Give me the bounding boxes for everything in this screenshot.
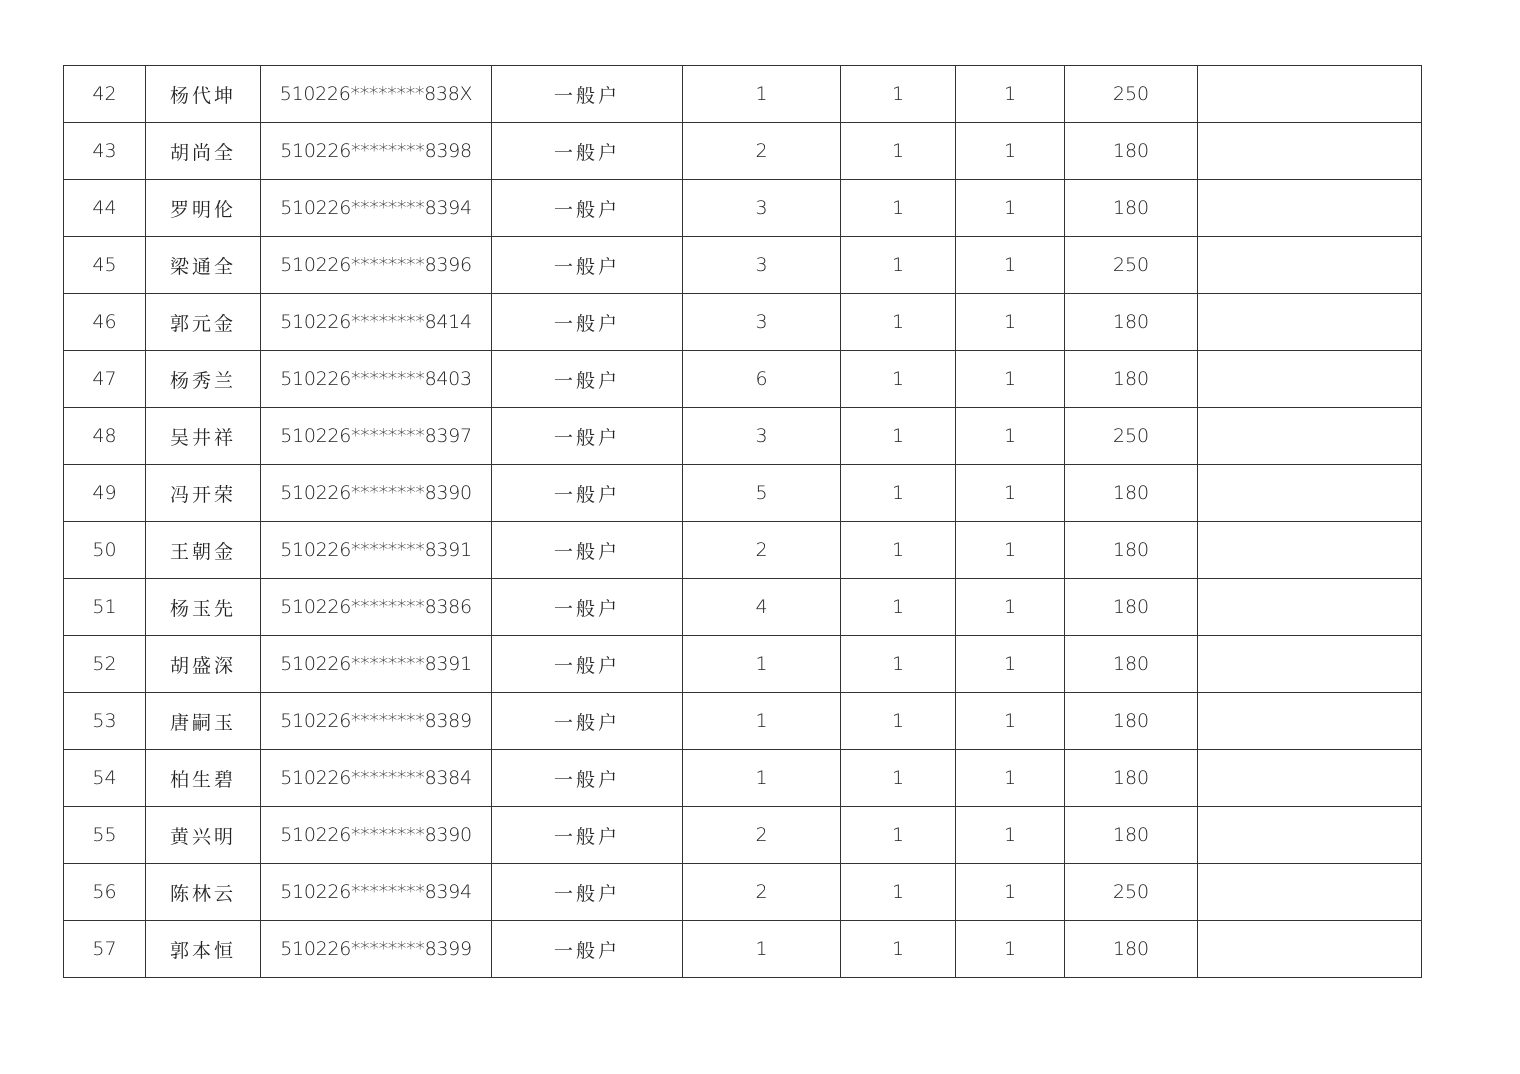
table-row: [64, 351, 1422, 408]
count-column-3: 1: [956, 237, 1065, 294]
household-head-name: 王朝金: [146, 522, 261, 579]
count-column-2: 1: [841, 294, 956, 351]
amount: 180: [1065, 579, 1198, 636]
remarks: [1198, 579, 1422, 636]
row-number: 55: [64, 807, 146, 864]
household-head-name: 胡盛深: [146, 636, 261, 693]
count-column-1: 1: [683, 921, 841, 978]
row-number: 54: [64, 750, 146, 807]
remarks: [1198, 123, 1422, 180]
id-number: 510226********8390: [261, 807, 492, 864]
count-column-2: 1: [841, 522, 956, 579]
remarks: [1198, 636, 1422, 693]
household-type: 一般户: [492, 864, 683, 921]
table-row: [64, 921, 1422, 978]
row-number: 45: [64, 237, 146, 294]
count-column-3: 1: [956, 921, 1065, 978]
remarks: [1198, 180, 1422, 237]
household-type: 一般户: [492, 636, 683, 693]
row-number: 57: [64, 921, 146, 978]
household-head-name: 陈林云: [146, 864, 261, 921]
household-head-name: 杨玉先: [146, 579, 261, 636]
count-column-2: 1: [841, 864, 956, 921]
count-column-1: 1: [683, 636, 841, 693]
amount: 180: [1065, 522, 1198, 579]
household-type: 一般户: [492, 465, 683, 522]
id-number: 510226********8391: [261, 522, 492, 579]
count-column-2: 1: [841, 636, 956, 693]
id-number: 510226********838X: [261, 66, 492, 123]
count-column-3: 1: [956, 807, 1065, 864]
amount: 180: [1065, 465, 1198, 522]
count-column-1: 6: [683, 351, 841, 408]
row-number: 43: [64, 123, 146, 180]
id-number: 510226********8384: [261, 750, 492, 807]
id-number: 510226********8399: [261, 921, 492, 978]
household-type: 一般户: [492, 807, 683, 864]
household-head-name: 唐嗣玉: [146, 693, 261, 750]
count-column-3: 1: [956, 636, 1065, 693]
table-row: [64, 693, 1422, 750]
household-head-name: 罗明伦: [146, 180, 261, 237]
remarks: [1198, 921, 1422, 978]
household-type: 一般户: [492, 180, 683, 237]
count-column-3: 1: [956, 123, 1065, 180]
amount: 180: [1065, 294, 1198, 351]
id-number: 510226********8394: [261, 864, 492, 921]
count-column-2: 1: [841, 180, 956, 237]
household-table: [63, 65, 1422, 978]
amount: 250: [1065, 66, 1198, 123]
household-type: 一般户: [492, 123, 683, 180]
household-type: 一般户: [492, 579, 683, 636]
remarks: [1198, 465, 1422, 522]
table-row: [64, 636, 1422, 693]
remarks: [1198, 351, 1422, 408]
amount: 250: [1065, 237, 1198, 294]
count-column-1: 3: [683, 237, 841, 294]
household-head-name: 柏生碧: [146, 750, 261, 807]
count-column-1: 3: [683, 180, 841, 237]
remarks: [1198, 408, 1422, 465]
remarks: [1198, 294, 1422, 351]
id-number: 510226********8414: [261, 294, 492, 351]
count-column-3: 1: [956, 294, 1065, 351]
remarks: [1198, 807, 1422, 864]
household-head-name: 冯开荣: [146, 465, 261, 522]
table-row: [64, 66, 1422, 123]
amount: 180: [1065, 693, 1198, 750]
count-column-1: 1: [683, 66, 841, 123]
row-number: 53: [64, 693, 146, 750]
count-column-1: 1: [683, 750, 841, 807]
count-column-2: 1: [841, 465, 956, 522]
household-head-name: 吴井祥: [146, 408, 261, 465]
amount: 180: [1065, 750, 1198, 807]
count-column-1: 3: [683, 408, 841, 465]
count-column-2: 1: [841, 408, 956, 465]
table-row: [64, 408, 1422, 465]
row-number: 56: [64, 864, 146, 921]
id-number: 510226********8394: [261, 180, 492, 237]
count-column-3: 1: [956, 465, 1065, 522]
household-head-name: 黄兴明: [146, 807, 261, 864]
household-head-name: 杨秀兰: [146, 351, 261, 408]
row-number: 49: [64, 465, 146, 522]
count-column-1: 2: [683, 123, 841, 180]
table-row: [64, 180, 1422, 237]
id-number: 510226********8391: [261, 636, 492, 693]
household-type: 一般户: [492, 408, 683, 465]
count-column-1: 2: [683, 864, 841, 921]
count-column-3: 1: [956, 66, 1065, 123]
count-column-2: 1: [841, 807, 956, 864]
row-number: 50: [64, 522, 146, 579]
amount: 250: [1065, 408, 1198, 465]
row-number: 51: [64, 579, 146, 636]
row-number: 42: [64, 66, 146, 123]
amount: 180: [1065, 921, 1198, 978]
household-type: 一般户: [492, 522, 683, 579]
amount: 180: [1065, 351, 1198, 408]
table-row: [64, 465, 1422, 522]
row-number: 46: [64, 294, 146, 351]
remarks: [1198, 522, 1422, 579]
table-row: [64, 123, 1422, 180]
row-number: 52: [64, 636, 146, 693]
count-column-1: 1: [683, 693, 841, 750]
count-column-1: 2: [683, 522, 841, 579]
household-head-name: 杨代坤: [146, 66, 261, 123]
row-number: 47: [64, 351, 146, 408]
table-row: [64, 294, 1422, 351]
id-number: 510226********8396: [261, 237, 492, 294]
count-column-3: 1: [956, 864, 1065, 921]
table-body: [64, 66, 1422, 978]
remarks: [1198, 237, 1422, 294]
id-number: 510226********8403: [261, 351, 492, 408]
count-column-2: 1: [841, 123, 956, 180]
amount: 180: [1065, 807, 1198, 864]
id-number: 510226********8390: [261, 465, 492, 522]
count-column-1: 3: [683, 294, 841, 351]
amount: 180: [1065, 636, 1198, 693]
count-column-3: 1: [956, 408, 1065, 465]
household-type: 一般户: [492, 66, 683, 123]
household-type: 一般户: [492, 351, 683, 408]
household-type: 一般户: [492, 237, 683, 294]
id-number: 510226********8398: [261, 123, 492, 180]
table-row: [64, 864, 1422, 921]
count-column-2: 1: [841, 237, 956, 294]
row-number: 48: [64, 408, 146, 465]
count-column-1: 2: [683, 807, 841, 864]
table-row: [64, 522, 1422, 579]
count-column-3: 1: [956, 180, 1065, 237]
table-row: [64, 807, 1422, 864]
table-row: [64, 579, 1422, 636]
household-head-name: 梁通全: [146, 237, 261, 294]
id-number: 510226********8397: [261, 408, 492, 465]
amount: 250: [1065, 864, 1198, 921]
remarks: [1198, 693, 1422, 750]
household-type: 一般户: [492, 294, 683, 351]
household-type: 一般户: [492, 921, 683, 978]
count-column-3: 1: [956, 579, 1065, 636]
table-row: [64, 750, 1422, 807]
amount: 180: [1065, 180, 1198, 237]
count-column-3: 1: [956, 750, 1065, 807]
count-column-3: 1: [956, 522, 1065, 579]
table-row: [64, 237, 1422, 294]
count-column-2: 1: [841, 66, 956, 123]
remarks: [1198, 66, 1422, 123]
household-head-name: 郭元金: [146, 294, 261, 351]
household-type: 一般户: [492, 750, 683, 807]
remarks: [1198, 750, 1422, 807]
id-number: 510226********8389: [261, 693, 492, 750]
count-column-3: 1: [956, 693, 1065, 750]
count-column-2: 1: [841, 579, 956, 636]
count-column-1: 5: [683, 465, 841, 522]
count-column-1: 4: [683, 579, 841, 636]
remarks: [1198, 864, 1422, 921]
household-head-name: 郭本恒: [146, 921, 261, 978]
count-column-2: 1: [841, 750, 956, 807]
household-type: 一般户: [492, 693, 683, 750]
count-column-2: 1: [841, 351, 956, 408]
household-head-name: 胡尚全: [146, 123, 261, 180]
id-number: 510226********8386: [261, 579, 492, 636]
row-number: 44: [64, 180, 146, 237]
count-column-2: 1: [841, 693, 956, 750]
count-column-2: 1: [841, 921, 956, 978]
amount: 180: [1065, 123, 1198, 180]
count-column-3: 1: [956, 351, 1065, 408]
